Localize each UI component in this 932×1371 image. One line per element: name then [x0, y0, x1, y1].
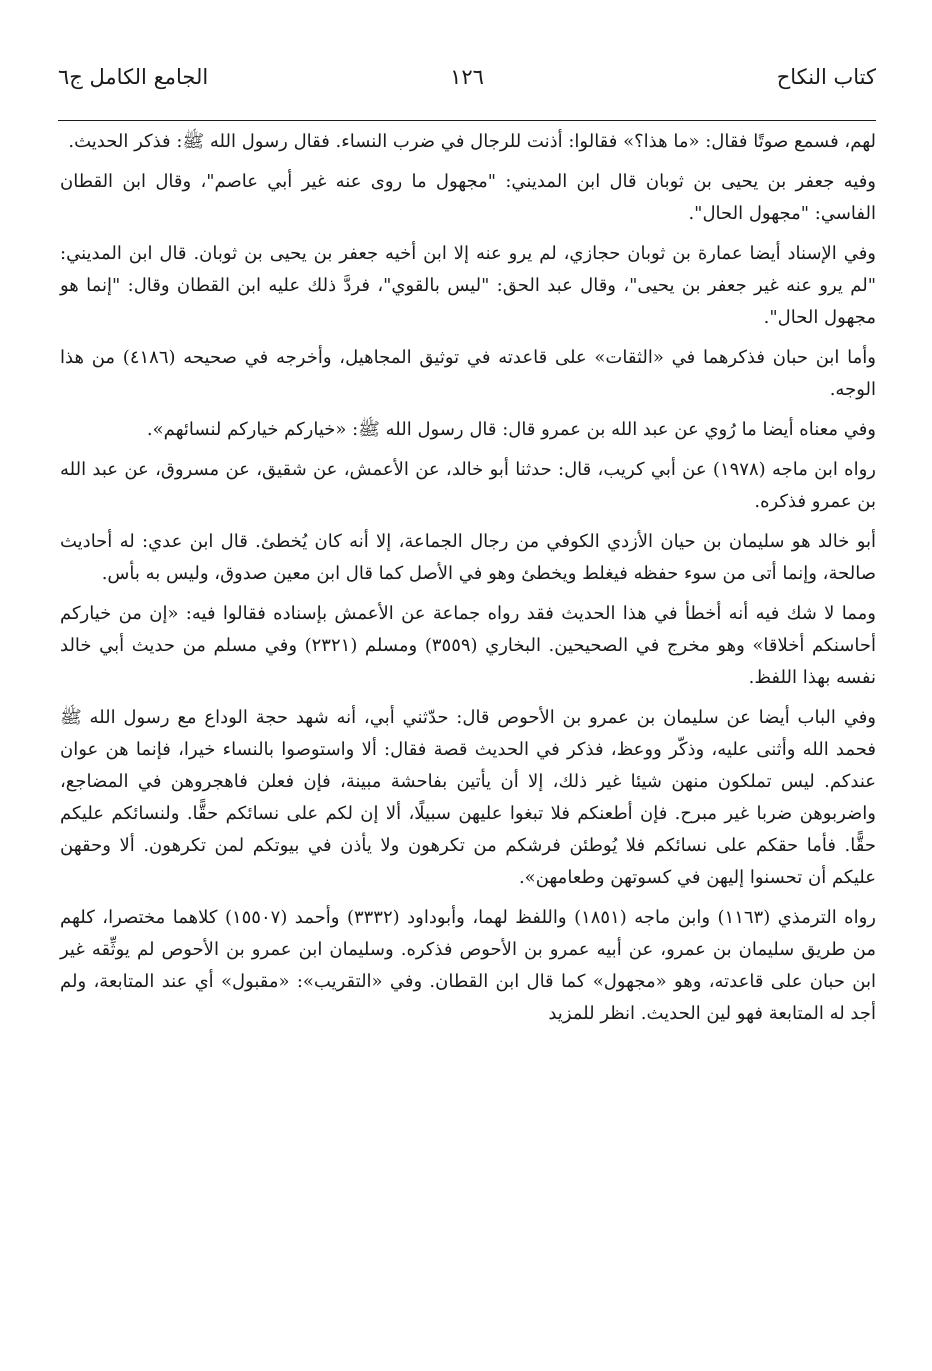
page-number: ١٢٦: [450, 65, 484, 89]
paragraph: رواه الترمذي (١١٦٣) وابن ماجه (١٨٥١) واللفظ لهما، وأبوداود (٣٣٣٢) وأحمد (١٥٥٠٧) كلاهما مختصرا، كلهم من طريق سليمان بن عمرو، عن أبيه عمرو بن الأحوص فذكره. وسليمان ابن عمرو بن الأحوص لم يوثِّقه غير ابن حبان على قاعدته، وهو «مجهول» كما قال ابن القطان. وفي «التقريب»: «مقبول» أي عند المتابعة، ولم أجد له المتابعة فهو لين الحديث. انظر للمزيد: [60, 907, 877, 1024]
header-rule: [58, 120, 876, 121]
paragraph: أبو خالد هو سليمان بن حيان الأزدي الكوفي من رجال الجماعة، إلا أنه كان يُخطئ. قال ابن عدي: له أحاديث صالحة، وإنما أتى من سوء حفظه فيغلط ويخطئ وهو في الأصل كما قال ابن معين صدوق، وليس به بأس.: [60, 531, 876, 584]
paragraph: وفي الباب أيضا عن سليمان بن عمرو بن الأحوص قال: حدّثني أبي، أنه شهد حجة الوداع مع رسول الله ﷺ فحمد الله وأثنى عليه، وذكّر ووعظ، فذكر في الحديث قصة فقال: ألا واستوصوا بالنساء خيرا، فإنما هن عوان عندكم. ليس تملكون منهن شيئا غير ذلك، إلا أن يأتين بفاحشة مبينة، فإن فعلن فاهجروهن في المضاجع، واضربوهن ضربا غير مبرح. فإن أطعنكم فلا تبغوا عليهن سبيلًا، ألا إن لكم على نسائكم حقًّا. ولنسائكم عليكم حقًّا. فأما حقكم على نسائكم فلا يُوطئن فرشكم من تكرهون ولا يأذن في بيوتكم لمن تكرهون. ألا وحقهن عليكم أن تحسنوا إليهن في كسوتهن وطعامهن».: [60, 707, 876, 888]
paragraph: وأما ابن حبان فذكرهما في «الثقات» على قاعدته في توثيق المجاهيل، وأخرجه في صحيحه (٤١٨٦) من هذا الوجه.: [60, 347, 876, 400]
chapter-title: كتاب النكاح: [776, 65, 876, 89]
paragraph: لهم، فسمع صوتًا فقال: «ما هذا؟» فقالوا: أذنت للرجال في ضرب النساء. فقال رسول الله ﷺ: فذكر الحديث.: [68, 131, 876, 152]
page-header: [58, 58, 876, 98]
paragraph: ومما لا شك فيه أنه أخطأ في هذا الحديث فقد رواه جماعة عن الأعمش بإسناده فقالوا فيه: «إن من خياركم أحاسنكم أخلاقا» وهو مخرج في الصحيحين. البخاري (٣٥٥٩) ومسلم (٢٣٢١) وفي مسلم من حديث أبي خالد نفسه بهذا اللفظ.: [60, 603, 876, 688]
book-title: الجامع الكامل ج٦: [58, 65, 209, 89]
paragraph: رواه ابن ماجه (١٩٧٨) عن أبي كريب، قال: حدثنا أبو خالد، عن الأعمش، عن شقيق، عن مسروق، عن عبد الله بن عمرو فذكره.: [60, 459, 876, 512]
paragraph: وفي معناه أيضا ما رُوي عن عبد الله بن عمرو قال: قال رسول الله ﷺ: «خياركم خياركم لنسائهم».: [146, 419, 876, 440]
paragraph: وفي الإسناد أيضا عمارة بن ثوبان حجازي، لم يرو عنه إلا ابن أخيه جعفر بن يحيى بن ثوبان. قال ابن المديني: "لم يرو عنه غير جعفر بن يحيى"، وقال عبد الحق: "ليس بالقوي"، فردَّ ذلك عليه ابن القطان وقال: "إنما هو مجهول الحال".: [60, 243, 876, 328]
page-body: [60, 126, 876, 1365]
paragraph: وفيه جعفر بن يحيى بن ثوبان قال ابن المديني: "مجهول ما روى عنه غير أبي عاصم"، وقال ابن القطان الفاسي: "مجهول الحال".: [60, 171, 876, 224]
